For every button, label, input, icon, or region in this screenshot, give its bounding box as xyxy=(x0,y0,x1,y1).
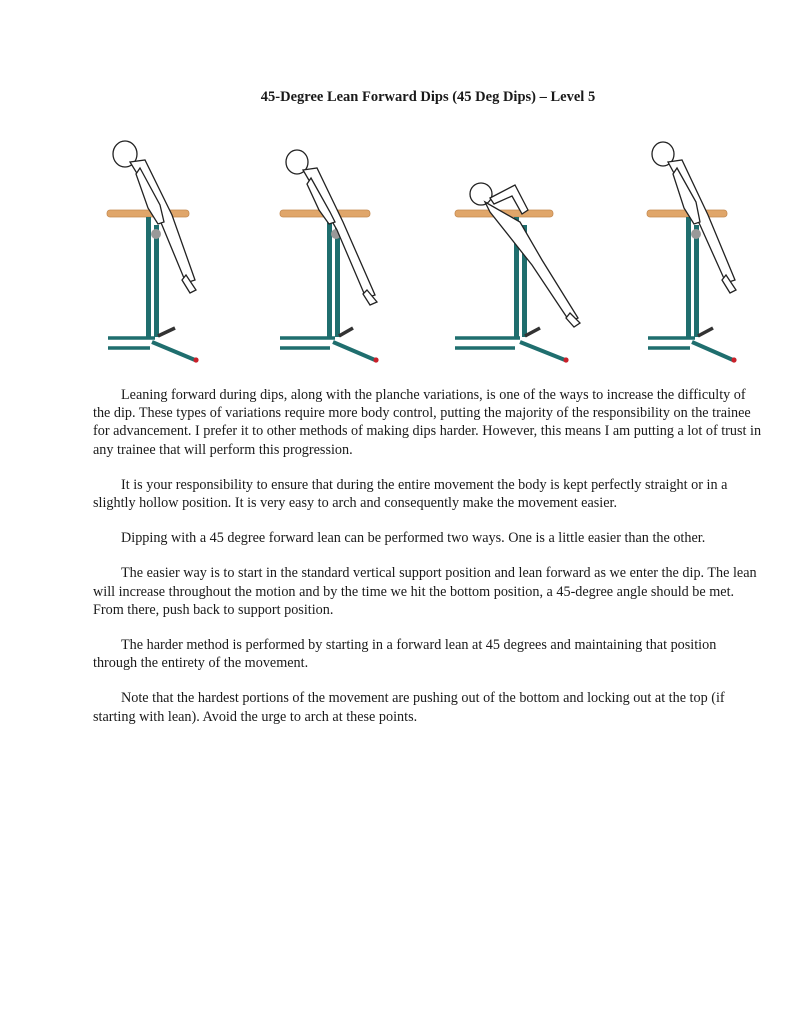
paragraph-4: The easier way is to start in the standard vertical support position and lean forward as we enter the dip. The lean will increase throughout the motion and by the time we hit the bottom position, a 45-degree angle should be met. From there, push back to support position. xyxy=(93,565,757,618)
dip-bar-stand xyxy=(647,210,737,363)
figure-3-bottom-position xyxy=(450,130,610,370)
article-body xyxy=(93,386,763,743)
paragraph-6: Note that the hardest portions of the movement are pushing out of the bottom and locking out at the top (if starting with lean). Avoid the urge to arch at these points. xyxy=(93,690,725,725)
dip-bar-stand xyxy=(107,210,199,363)
paragraph-2: It is your responsibility to ensure that during the entire movement the body is kept perfectly straight or in a slightly hollow position. It is very easy to arch and consequently make the movement easier. xyxy=(93,476,728,512)
figure-1-support-lean xyxy=(100,130,260,370)
paragraph-1: Leaning forward during dips, along with the planche variations, is one of the ways to increase the difficulty of the dip. These types of variations require more body control, putting the majority of the responsibility on the trainee for advancement. I prefer it to other methods of making dips harder. However, this means I am putting a lot of trust in any trainee that will perform this progression. xyxy=(93,387,762,458)
exercise-illustrations xyxy=(0,130,800,370)
page-title: 45-Degree Lean Forward Dips (45 Deg Dips) – Level 5 xyxy=(260,89,596,105)
figure-4-return-support xyxy=(640,130,800,370)
figure-2-lowering xyxy=(275,130,435,370)
paragraph-5: The harder method is performed by starting in a forward lean at 45 degrees and maintaining that position through the entirety of the movement. xyxy=(93,637,717,672)
paragraph-3: Dipping with a 45 degree forward lean can be performed two ways. One is a little easier than the other. xyxy=(121,530,706,547)
